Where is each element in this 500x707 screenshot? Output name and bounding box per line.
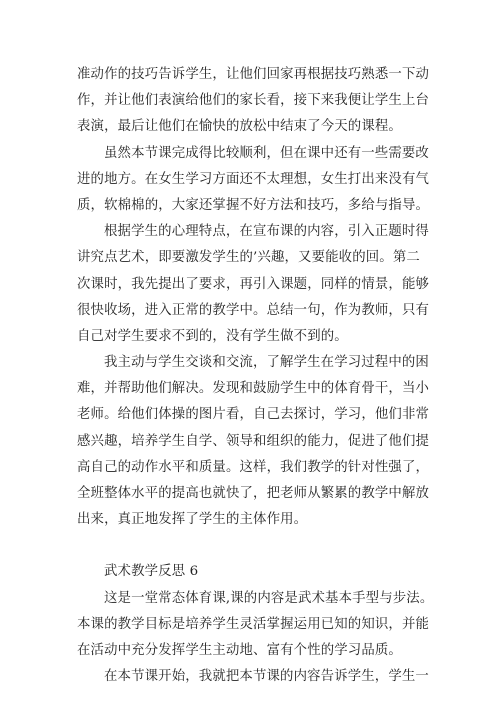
- text-line: 讲究点艺术，即要激发学生的’兴趣，又要能收的回。第二: [77, 250, 420, 266]
- paragraph-start-line: 在本节课开始，我就把本节课的内容告诉学生，学生一: [104, 669, 429, 685]
- section-gap: [77, 533, 429, 559]
- text-line: 感兴趣，培养学生自学、领导和组织的能力，促进了他们提: [77, 433, 430, 449]
- paragraph-start-line: 我主动与学生交谈和交流，了解学生在学习过程中的困: [104, 355, 429, 371]
- text-line: 作，并让他们表演给他们的家长看，接下来我便让学生上台: [77, 93, 430, 109]
- text-line: 自己对学生要求不到的，没有学生做不到的。: [77, 328, 348, 344]
- text-line: 老师。给他们体操的图片看，自己去探讨，学习，他们非常: [77, 407, 430, 423]
- text-line: 进的地方。在女生学习方面还不太理想，女生打出来没有气: [77, 171, 430, 187]
- text-line: 在活动中充分发挥学生主动地、富有个性的学习品质。: [77, 642, 402, 658]
- text-line: 难，并帮助他们解决。发现和鼓励学生中的体育骨干，当小: [77, 381, 430, 397]
- section-heading: 武术教学反思 6: [104, 564, 199, 580]
- text-line: 准动作的技巧告诉学生，让他们回家再根据技巧熟悉一下动: [77, 67, 430, 82]
- text-line: 出来，真正地发挥了学生的主体作用。: [77, 512, 308, 528]
- paragraph-start-line: 虽然本节课完成得比较顺利，但在课中还有一些需要改: [104, 145, 429, 161]
- paragraph-start-line: 根据学生的心理特点，在宣布课的内容，引入正题时得: [104, 224, 429, 240]
- text-line: 本课的教学目标是培养学生灵活掌握运用已知的知识，并能: [77, 616, 430, 632]
- text-line: 质，软棉棉的，大家还掌握不好方法和技巧，多给与指导。: [77, 197, 430, 213]
- document-page: [77, 62, 434, 690]
- text-line: 高自己的动作水平和质量。这样，我们教学的针对性强了，: [77, 459, 430, 475]
- paragraph-start-line: 这是一堂常态体育课,课的内容是武术基本手型与步法。: [104, 590, 434, 606]
- text-line: 表演，最后让他们在愉快的放松中结束了今天的课程。: [77, 119, 402, 135]
- text-line: 全班整体水平的提高也就快了，把老师从繁累的教学中解放: [77, 486, 430, 501]
- text-line: 次课时，我先提出了要求，再引入课题，同样的情景，能够: [77, 276, 430, 292]
- text-line: 很快收场，进入正常的教学中。总结一句，作为教师，只有: [77, 302, 430, 318]
